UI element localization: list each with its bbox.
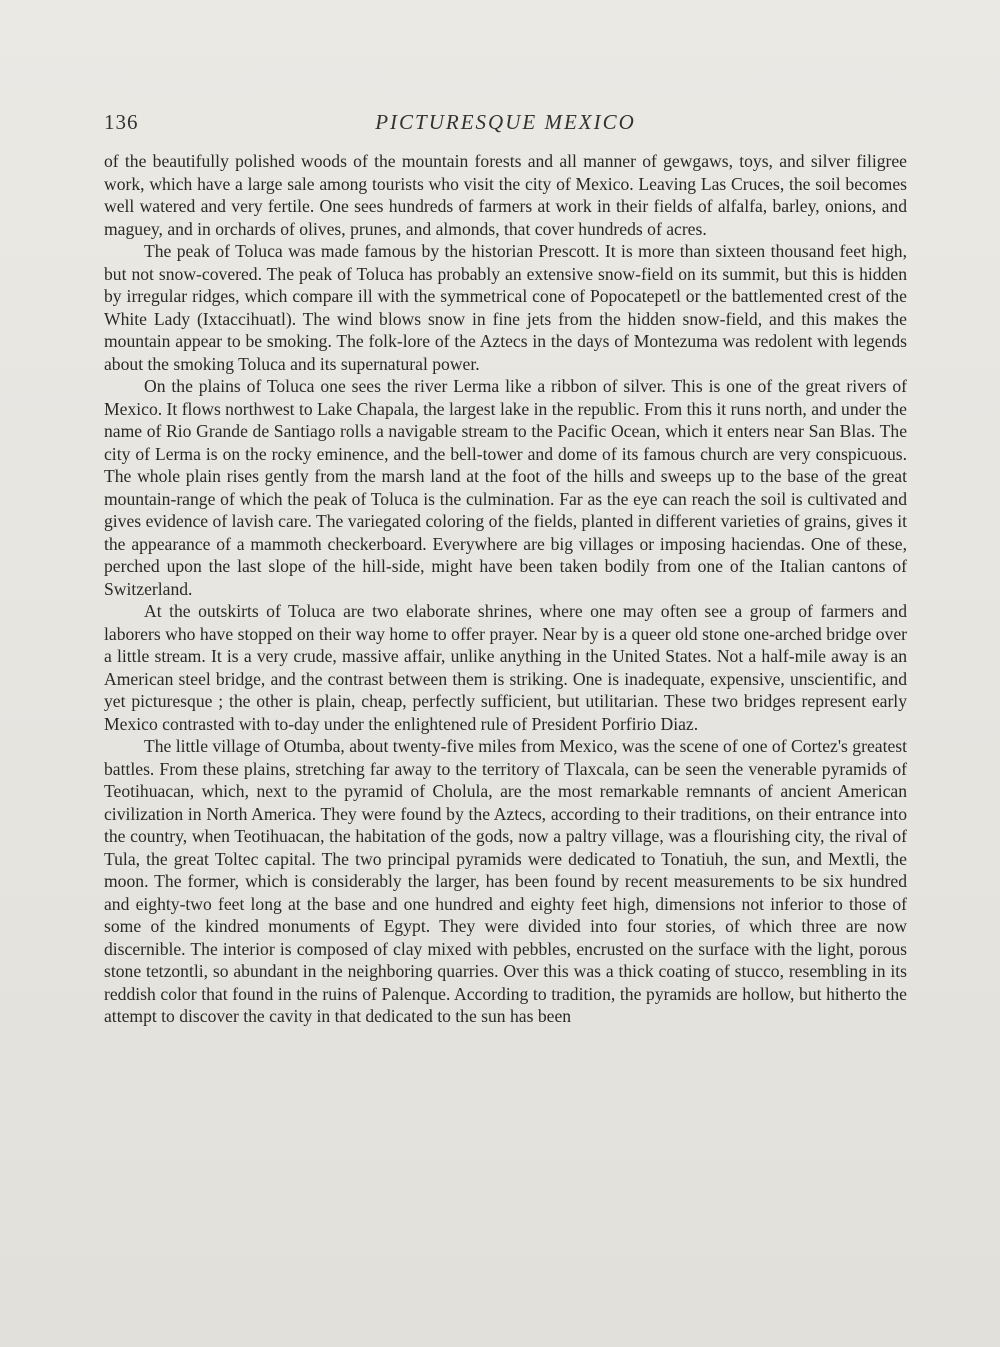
paragraph-river-lerma: On the plains of Toluca one sees the river Lerma like a ribbon of silver. This is one of the great rivers of Mexico. It flows northwest to Lake Chapala, the largest lake in the republic. From this it runs north, and under the name of Rio Grande de Santiago rolls a navigable stream to the Pacific Ocean, which it enters near San Blas. The city of Lerma is on the rocky eminence, and the bell-tower and dome of its famous church are very conspicuous. The whole plain rises gently from the marsh land at the foot of the hills and sweeps up to the base of the great mountain-range of which the peak of Toluca is the culmination. Far as the eye can reach the soil is cultivated and gives evidence of lavish care. The variegated coloring of the fields, planted in different varieties of grains, gives it the appearance of a mammoth checkerboard. Everywhere are big villages or imposing haciendas. One of these, perched upon the last slope of the hill-side, might have been taken bodily from one of the Italian cantons of Switzerland.	[104, 376, 907, 599]
paragraph-otumba-pyramids: The little village of Otumba, about twenty-five miles from Mexico, was the scene of one of Cortez's greatest battles. From these plains, stretching far away to the territory of Tlaxcala, can be seen the venerable pyramids of Teotihuacan, which, next to the pyramid of Cholula, are the most remarkable remnants of ancient American civilization in North America. They were found by the Aztecs, according to their traditions, on their entrance into the country, when Teotihuacan, the habitation of the gods, now a paltry village, was a flourishing city, the rival of Tula, the great Toltec capital. The two principal pyramids were dedicated to Tonatiuh, the sun, and Mextli, the moon. The former, which is considerably the larger, has been found by recent measurements to be six hundred and eighty-two feet long at the base and one hundred and eighty feet high, dimensions not inferior to those of some of the kindred monuments of Egypt. They were divided into four stories, of which three are now discernible. The interior is composed of clay mixed with pebbles, encrusted on the surface with the light, porous stone tetzontli, so abundant in the neighboring quarries. Over this was a thick coating of stucco, resembling in its reddish color that found in the ruins of Palenque. According to tradition, the pyramids are hollow, but hitherto the attempt to discover the cavity in that dedicated to the sun has been	[104, 736, 907, 1026]
page-header	[104, 110, 907, 140]
running-title: PICTURESQUE MEXICO	[375, 110, 636, 134]
page-number: 136	[104, 110, 139, 134]
body-text	[104, 150, 907, 1028]
paragraph-shrines-bridges: At the outskirts of Toluca are two elaborate shrines, where one may often see a group of farmers and laborers who have stopped on their way home to offer prayer. Near by is a queer old stone one-arched bridge over a little stream. It is a very crude, massive affair, unlike anything in the United States. Not a half-mile away is an American steel bridge, and the contrast between them is striking. One is inadequate, expensive, unscientific, and yet picturesque ; the other is plain, cheap, perfectly sufficient, but utilitarian. These two bridges represent early Mexico contrasted with to-day under the enlightened rule of President Porfirio Diaz.	[104, 601, 907, 734]
paragraph-continuation: of the beautifully polished woods of the mountain forests and all manner of gewgaws, toys, and silver filigree work, which have a large sale among tourists who visit the city of Mexico. Leaving Las Cruces, the soil becomes well watered and very fertile. One sees hundreds of farmers at work in their fields of alfalfa, barley, onions, and maguey, and in orchards of olives, prunes, and almonds, that cover hundreds of acres.	[104, 151, 907, 239]
paragraph-toluca-peak: The peak of Toluca was made famous by the historian Prescott. It is more than sixteen thousand feet high, but not snow-covered. The peak of Toluca has probably an extensive snow-field on its summit, but this is hidden by irregular ridges, which compare ill with the symmetrical cone of Popocatepetl or the battlemented crest of the White Lady (Ixtaccihuatl). The wind blows snow in fine jets from the hidden snow-field, and this makes the mountain appear to be smoking. The folk-lore of the Aztecs in the days of Montezuma was redolent with legends about the smoking Toluca and its supernatural power.	[104, 241, 907, 374]
